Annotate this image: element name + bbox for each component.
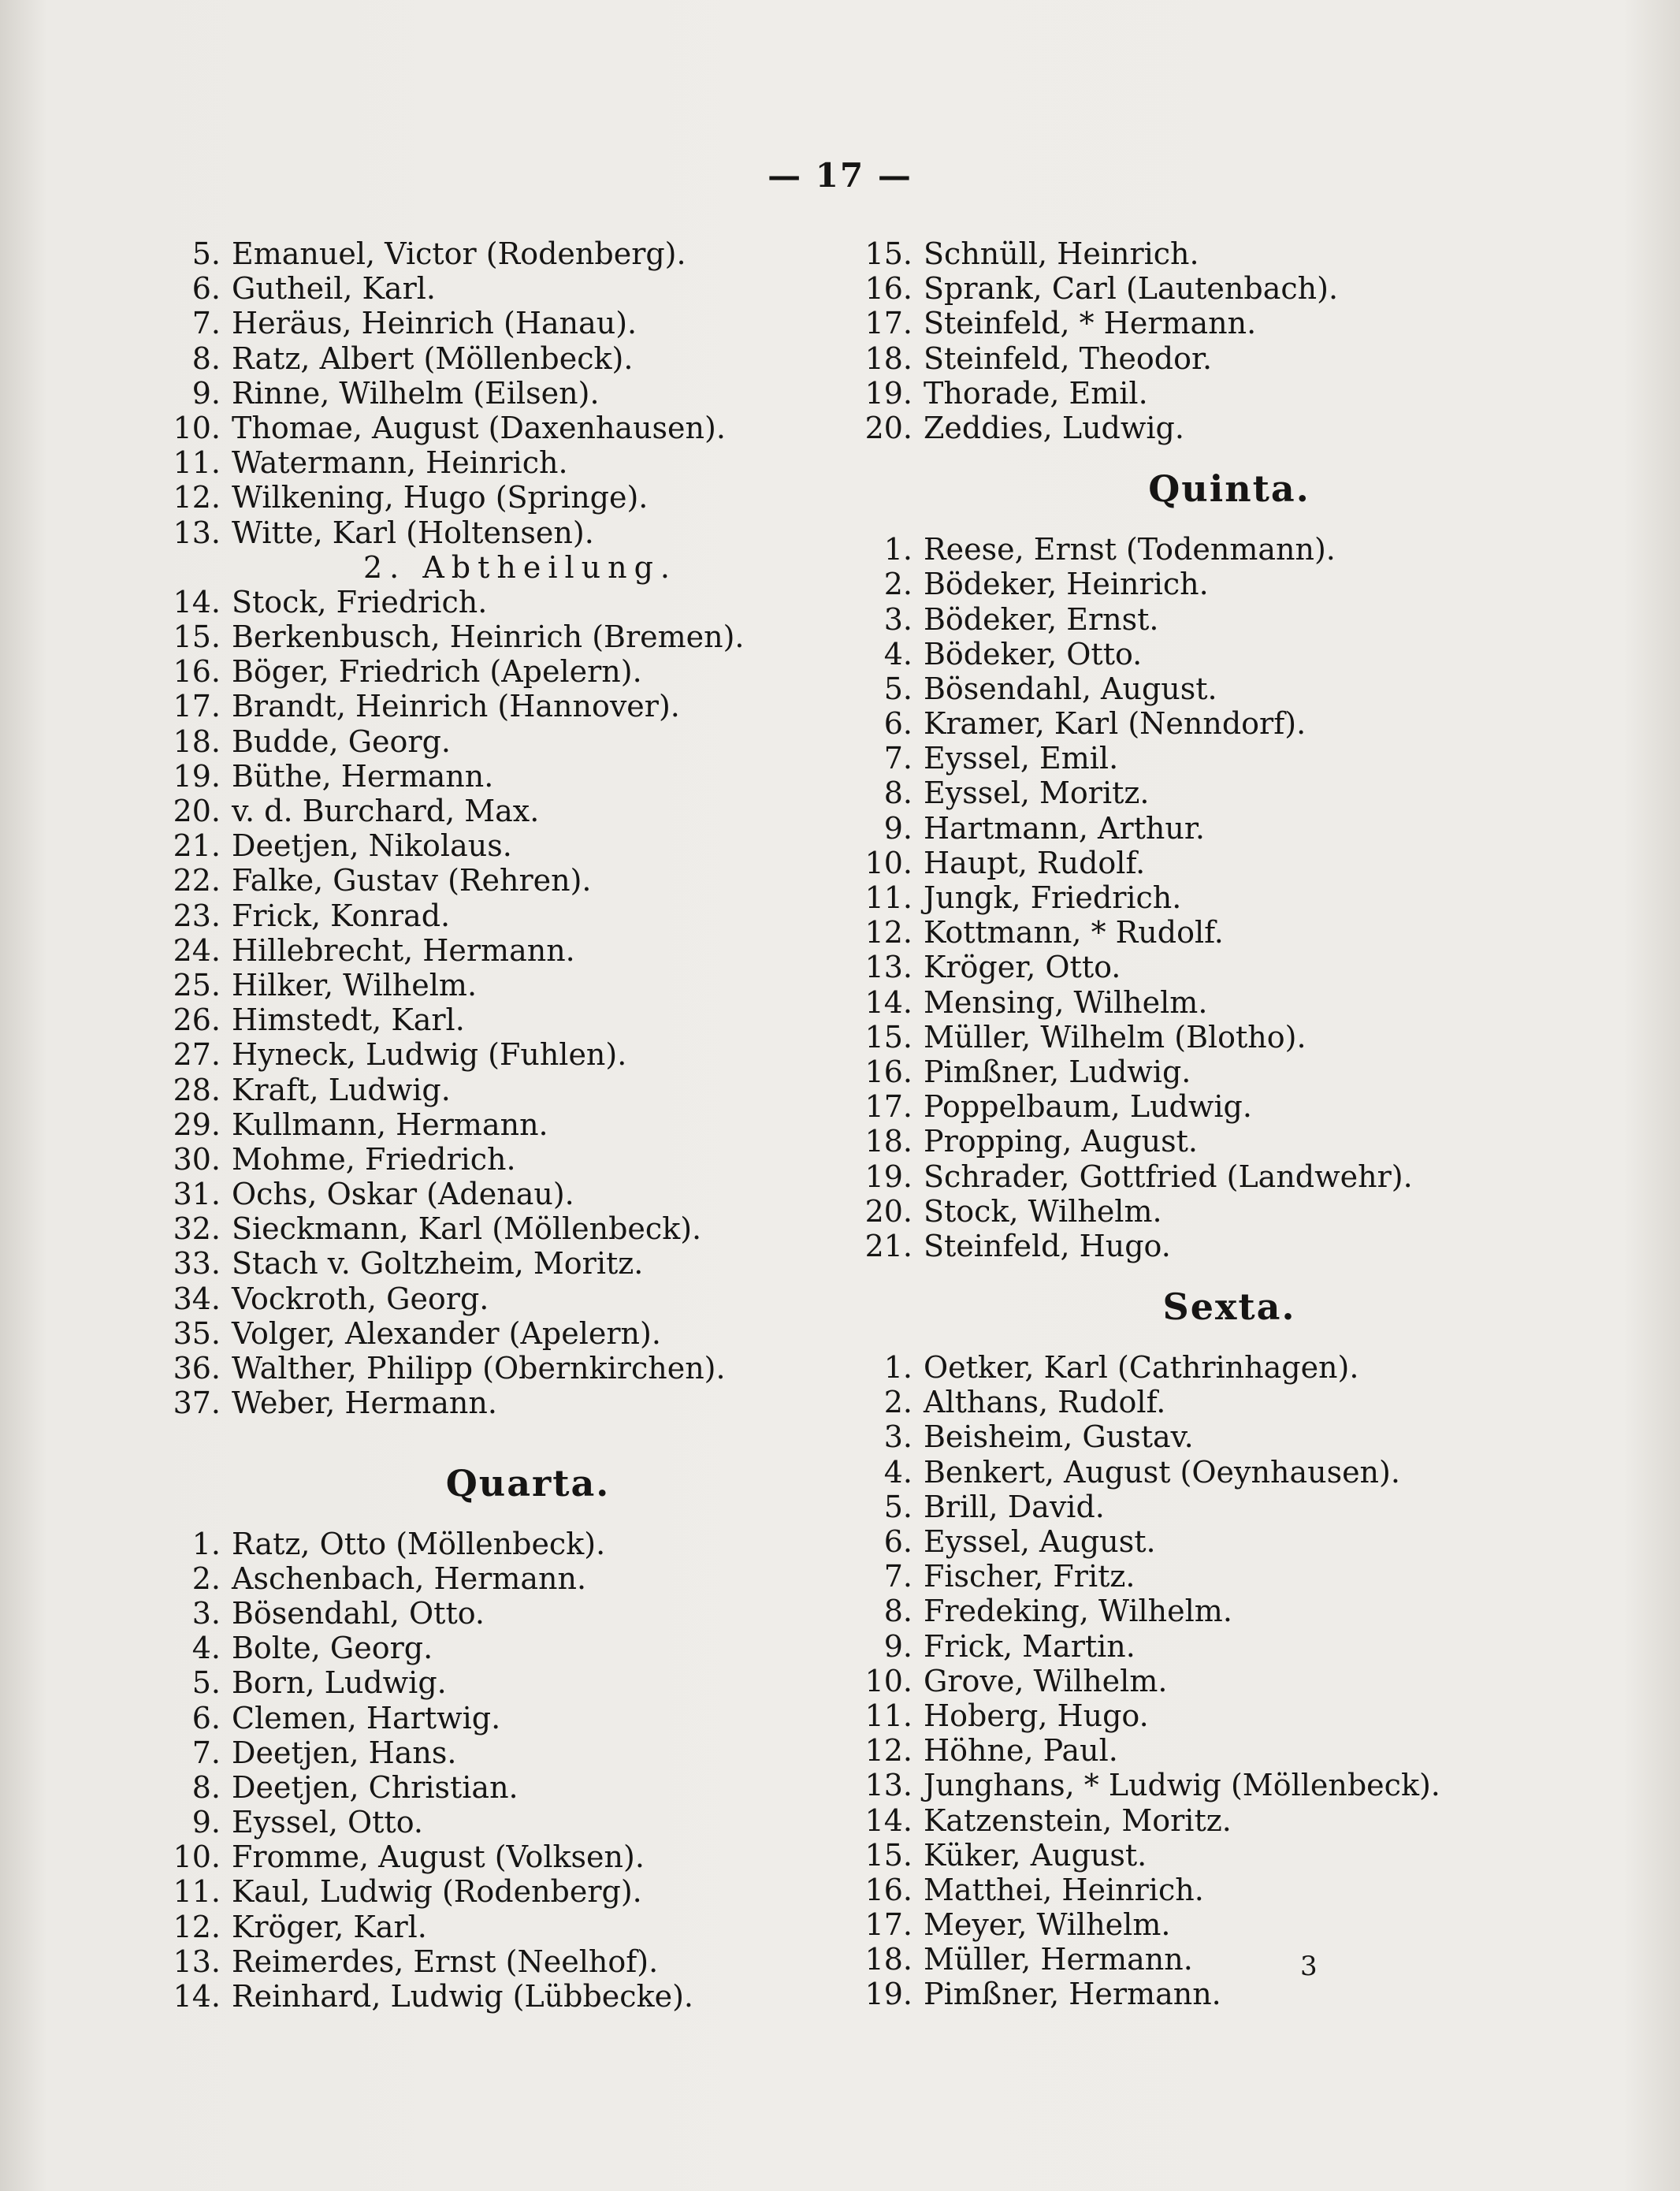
entry-name: Schrader, Gottfried (Landwehr). xyxy=(924,1159,1413,1194)
entry-number: 18. xyxy=(864,340,912,376)
entry-name: Emanuel, Victor (Rodenberg). xyxy=(232,236,686,271)
entry-number: 12. xyxy=(864,915,912,950)
entry-name: Fromme, August (Volksen). xyxy=(232,1839,645,1875)
section-gap xyxy=(859,1263,1568,1279)
entry-name: Kottmann, * Rudolf. xyxy=(924,915,1224,950)
list-item xyxy=(859,1385,1568,1419)
section-gap xyxy=(859,445,1568,461)
entry-number: 16. xyxy=(864,1054,912,1089)
entry-name: Fredeking, Wilhelm. xyxy=(924,1594,1232,1629)
entry-number: 15. xyxy=(864,236,912,271)
entry-number: 10. xyxy=(864,845,912,880)
entry-number: 3. xyxy=(883,601,912,637)
entry-number: 36. xyxy=(173,1351,221,1386)
list-entries-b xyxy=(158,585,851,1421)
list-item xyxy=(859,341,1568,376)
entry-number: 18. xyxy=(864,1942,912,1977)
list-item xyxy=(859,1559,1568,1594)
entry-number: 1. xyxy=(883,1350,912,1386)
entry-number: 17. xyxy=(864,1907,912,1943)
list-item xyxy=(158,1246,851,1281)
list-item xyxy=(158,1316,851,1351)
entry-number: 7. xyxy=(191,1735,221,1770)
list-item xyxy=(158,1596,851,1631)
entry-name: Benkert, August (Oeynhausen). xyxy=(924,1454,1400,1490)
entry-number: 37. xyxy=(173,1386,221,1421)
list-item xyxy=(859,1055,1568,1089)
list-item xyxy=(859,1524,1568,1559)
signature-mark: 3 xyxy=(1300,1951,1318,1982)
entry-number: 13. xyxy=(173,1944,221,1979)
entry-name: Rinne, Wilhelm (Eilsen). xyxy=(232,375,600,411)
entry-number: 11. xyxy=(864,880,912,915)
list-item xyxy=(859,1733,1568,1768)
entry-number: 9. xyxy=(883,1628,912,1664)
entry-number: 35. xyxy=(173,1315,221,1351)
entry-number: 12. xyxy=(864,1733,912,1769)
entry-number: 7. xyxy=(883,741,912,776)
list-item xyxy=(158,1281,851,1316)
entry-name: Kramer, Karl (Nenndorf). xyxy=(924,706,1306,742)
entry-name: Propping, August. xyxy=(924,1124,1198,1159)
entry-number: 6. xyxy=(883,706,912,742)
list-item xyxy=(859,1350,1568,1385)
entry-name: Heräus, Heinrich (Hanau). xyxy=(232,306,637,341)
list-item xyxy=(859,880,1568,915)
entry-name: Himstedt, Karl. xyxy=(232,1003,465,1038)
entry-number: 22. xyxy=(173,863,221,898)
list-item xyxy=(158,1839,851,1874)
list-item xyxy=(859,271,1568,306)
list-item xyxy=(859,1629,1568,1664)
entry-name: Steinfeld, Hugo. xyxy=(924,1228,1171,1263)
entry-name: Meyer, Wilhelm. xyxy=(924,1907,1171,1943)
entry-number: 19. xyxy=(864,375,912,411)
entry-number: 3. xyxy=(191,1595,221,1631)
entry-number: 25. xyxy=(173,967,221,1003)
entry-number: 13. xyxy=(864,1768,912,1803)
entry-number: 29. xyxy=(173,1107,221,1142)
entry-name: Althans, Rudolf. xyxy=(924,1385,1166,1420)
entry-name: Deetjen, Nikolaus. xyxy=(232,828,512,864)
list-item xyxy=(158,1003,851,1037)
list-item xyxy=(158,1037,851,1072)
entry-name: Steinfeld, Theodor. xyxy=(924,340,1213,376)
entry-name: Mohme, Friedrich. xyxy=(232,1141,516,1177)
list-item xyxy=(158,654,851,689)
entry-name: Steinfeld, * Hermann. xyxy=(924,306,1257,341)
list-item xyxy=(859,1490,1568,1524)
entry-name: Hoberg, Hugo. xyxy=(924,1698,1149,1733)
entry-number: 5. xyxy=(191,236,221,271)
entry-number: 28. xyxy=(173,1072,221,1107)
entry-number: 23. xyxy=(173,898,221,933)
list-item xyxy=(158,445,851,480)
entry-name: Bösendahl, Otto. xyxy=(232,1595,485,1631)
entry-number: 13. xyxy=(864,950,912,985)
entry-number: 7. xyxy=(191,306,221,341)
entry-number: 21. xyxy=(173,828,221,864)
entry-name: Kaul, Ludwig (Rodenberg). xyxy=(232,1874,642,1910)
entry-name: Böger, Friedrich (Apelern). xyxy=(232,654,642,690)
entry-number: 5. xyxy=(883,671,912,706)
entry-number: 15. xyxy=(173,619,221,655)
entry-name: Weber, Hermann. xyxy=(232,1386,497,1421)
entry-name: Reinhard, Ludwig (Lübbecke). xyxy=(232,1979,693,2014)
list-item xyxy=(859,706,1568,741)
list-item xyxy=(859,306,1568,340)
list-item xyxy=(859,950,1568,984)
quinta-list xyxy=(859,532,1568,1263)
list-item xyxy=(158,1211,851,1246)
list-item xyxy=(158,1351,851,1386)
entry-name: Jungk, Friedrich. xyxy=(924,880,1182,915)
list-item xyxy=(158,689,851,724)
list-item xyxy=(859,1229,1568,1263)
list-item xyxy=(158,585,851,619)
entry-name: Reese, Ernst (Todenmann). xyxy=(924,532,1336,567)
entry-name: Zeddies, Ludwig. xyxy=(924,410,1184,445)
entry-number: 12. xyxy=(173,480,221,515)
entry-name: Stach v. Goltzheim, Moritz. xyxy=(232,1246,644,1281)
entry-number: 14. xyxy=(864,984,912,1020)
list-item xyxy=(859,1803,1568,1838)
entry-name: Witte, Karl (Holtensen). xyxy=(232,515,594,550)
entry-name: Born, Ludwig. xyxy=(232,1665,447,1701)
entry-number: 8. xyxy=(883,776,912,811)
quarta-title: Quarta. xyxy=(445,1461,611,1505)
entry-name: Eyssel, August. xyxy=(924,1524,1156,1559)
list-item xyxy=(158,863,851,898)
entry-number: 19. xyxy=(173,758,221,794)
entry-name: Reimerdes, Ernst (Neelhof). xyxy=(232,1944,659,1979)
entry-number: 19. xyxy=(864,1977,912,2012)
entry-name: Budde, Georg. xyxy=(232,724,451,759)
list-item xyxy=(859,1698,1568,1733)
list-item xyxy=(158,1073,851,1107)
section-gap xyxy=(158,1511,851,1527)
entry-number: 32. xyxy=(173,1211,221,1247)
entry-name: Küker, August. xyxy=(924,1837,1147,1873)
entry-number: 26. xyxy=(173,1003,221,1038)
entry-number: 30. xyxy=(173,1141,221,1177)
list-item xyxy=(859,1455,1568,1490)
entry-number: 20. xyxy=(864,410,912,445)
entry-name: Falke, Gustav (Rehren). xyxy=(232,863,592,898)
entry-number: 17. xyxy=(864,306,912,341)
sexta-list xyxy=(859,1350,1568,2012)
list-item xyxy=(859,411,1568,445)
list-item xyxy=(859,376,1568,411)
entry-name: Junghans, * Ludwig (Möllenbeck). xyxy=(924,1768,1440,1803)
entry-number: 15. xyxy=(864,1019,912,1055)
entry-name: Grove, Wilhelm. xyxy=(924,1663,1168,1698)
entry-name: Eyssel, Otto. xyxy=(232,1805,423,1840)
entry-name: Thomae, August (Daxenhausen). xyxy=(232,410,726,445)
entry-number: 8. xyxy=(883,1594,912,1629)
entry-name: Matthei, Heinrich. xyxy=(924,1872,1204,1907)
entry-name: Müller, Hermann. xyxy=(924,1942,1193,1977)
list-item xyxy=(158,1979,851,2014)
entry-number: 4. xyxy=(883,1454,912,1490)
list-item xyxy=(859,602,1568,637)
entry-number: 20. xyxy=(864,1193,912,1229)
list-item xyxy=(158,411,851,445)
entry-number: 16. xyxy=(173,654,221,690)
entry-name: Stock, Friedrich. xyxy=(232,584,488,619)
entry-number: 4. xyxy=(883,636,912,671)
entry-number: 5. xyxy=(191,1665,221,1701)
entry-number: 20. xyxy=(173,794,221,828)
entry-number: 18. xyxy=(864,1124,912,1159)
entry-number: 34. xyxy=(173,1281,221,1316)
section-gap xyxy=(859,516,1568,532)
entry-name: Berkenbusch, Heinrich (Bremen). xyxy=(232,619,745,655)
list-item xyxy=(158,271,851,306)
entry-number: 8. xyxy=(191,1769,221,1805)
list-item xyxy=(158,1770,851,1805)
entry-name: Ratz, Albert (Möllenbeck). xyxy=(232,340,634,376)
list-item xyxy=(859,1124,1568,1159)
entry-name: Aschenbach, Hermann. xyxy=(232,1560,587,1596)
list-item xyxy=(158,1735,851,1770)
entry-name: Eyssel, Moritz. xyxy=(924,776,1150,811)
list-item xyxy=(859,1838,1568,1873)
list-item xyxy=(158,619,851,654)
entry-number: 1. xyxy=(883,532,912,567)
entry-number: 4. xyxy=(191,1631,221,1666)
entry-number: 16. xyxy=(864,1872,912,1907)
list-item xyxy=(859,1873,1568,1907)
entry-number: 5. xyxy=(883,1489,912,1524)
entry-number: 21. xyxy=(864,1228,912,1263)
entry-name: Eyssel, Emil. xyxy=(924,741,1119,776)
entry-name: Walther, Philipp (Obernkirchen). xyxy=(232,1351,726,1386)
entry-number: 10. xyxy=(864,1663,912,1698)
entry-number: 11. xyxy=(173,445,221,481)
entry-name: Haupt, Rudolf. xyxy=(924,845,1146,880)
list-item xyxy=(158,1944,851,1979)
entry-number: 24. xyxy=(173,932,221,968)
list-item xyxy=(158,1910,851,1944)
entry-name: Vockroth, Georg. xyxy=(232,1281,489,1316)
entry-number: 14. xyxy=(864,1802,912,1838)
list-item xyxy=(859,671,1568,706)
entry-name: Kullmann, Hermann. xyxy=(232,1107,548,1142)
list-item xyxy=(859,776,1568,810)
list-item xyxy=(158,968,851,1003)
entry-number: 1. xyxy=(191,1526,221,1561)
list-item xyxy=(859,567,1568,601)
list-item xyxy=(859,1020,1568,1055)
right-column xyxy=(859,236,1568,2012)
list-item xyxy=(158,794,851,828)
entry-name: Frick, Konrad. xyxy=(232,898,451,933)
entry-name: Bolte, Georg. xyxy=(232,1631,433,1666)
entry-number: 6. xyxy=(191,271,221,307)
entry-number: 6. xyxy=(191,1700,221,1735)
list-item xyxy=(158,1142,851,1177)
left-column xyxy=(158,236,851,2014)
entry-number: 17. xyxy=(864,1089,912,1125)
entry-name: Hartmann, Arthur. xyxy=(924,810,1205,846)
entry-name: Kröger, Karl. xyxy=(232,1909,427,1944)
entry-name: Bödeker, Otto. xyxy=(924,636,1143,671)
entry-name: Büthe, Hermann. xyxy=(232,758,494,794)
entry-number: 18. xyxy=(173,724,221,759)
entry-number: 31. xyxy=(173,1177,221,1212)
entry-name: Ochs, Oskar (Adenau). xyxy=(232,1177,574,1212)
entry-name: Hilker, Wilhelm. xyxy=(232,967,478,1003)
entry-name: Clemen, Hartwig. xyxy=(232,1700,501,1735)
entry-number: 7. xyxy=(883,1559,912,1594)
list-item xyxy=(859,915,1568,950)
list-item xyxy=(158,759,851,794)
list-entries-a xyxy=(859,236,1568,445)
list-item xyxy=(859,1907,1568,1942)
entry-name: v. d. Burchard, Max. xyxy=(232,794,540,828)
entry-number: 11. xyxy=(173,1874,221,1910)
entry-name: Volger, Alexander (Apelern). xyxy=(232,1315,661,1351)
list-entries-a xyxy=(158,236,851,550)
list-item xyxy=(859,1664,1568,1698)
list-item xyxy=(158,724,851,759)
page-number: — 17 — xyxy=(768,156,912,195)
entry-name: Frick, Martin. xyxy=(924,1628,1135,1664)
entry-name: Brill, David. xyxy=(924,1489,1105,1524)
entry-name: Ratz, Otto (Möllenbeck). xyxy=(232,1526,606,1561)
entry-number: 8. xyxy=(191,340,221,376)
sexta-title: Sexta. xyxy=(1162,1285,1296,1329)
list-item xyxy=(859,532,1568,567)
list-item xyxy=(859,1194,1568,1229)
list-item xyxy=(158,1701,851,1735)
list-item xyxy=(859,1159,1568,1194)
list-item xyxy=(859,985,1568,1020)
entry-name: Wilkening, Hugo (Springe). xyxy=(232,480,649,515)
list-item xyxy=(859,846,1568,880)
entry-number: 10. xyxy=(173,410,221,445)
list-item xyxy=(158,306,851,340)
entry-name: Pimßner, Hermann. xyxy=(924,1977,1221,2012)
list-item xyxy=(859,1089,1568,1124)
entry-name: Stock, Wilhelm. xyxy=(924,1193,1162,1229)
list-item xyxy=(158,341,851,376)
section-gap xyxy=(859,1334,1568,1350)
entry-name: Brandt, Heinrich (Hannover). xyxy=(232,689,680,724)
entry-name: Gutheil, Karl. xyxy=(232,271,436,307)
list-item xyxy=(158,1805,851,1839)
list-item xyxy=(859,637,1568,671)
list-item xyxy=(158,1177,851,1211)
entry-name: Hyneck, Ludwig (Fuhlen). xyxy=(232,1037,627,1073)
entry-number: 33. xyxy=(173,1246,221,1281)
entry-number: 14. xyxy=(173,584,221,619)
entry-name: Höhne, Paul. xyxy=(924,1733,1118,1769)
entry-name: Poppelbaum, Ludwig. xyxy=(924,1089,1252,1125)
list-item xyxy=(158,1386,851,1420)
entry-number: 15. xyxy=(864,1837,912,1873)
list-item xyxy=(859,1419,1568,1454)
entry-name: Pimßner, Ludwig. xyxy=(924,1054,1191,1089)
entry-name: Sprank, Carl (Lautenbach). xyxy=(924,271,1339,307)
entry-name: Katzenstein, Moritz. xyxy=(924,1802,1232,1838)
list-item xyxy=(859,1942,1568,1977)
list-item xyxy=(158,1527,851,1561)
list-item xyxy=(158,515,851,550)
entry-name: Beisheim, Gustav. xyxy=(924,1419,1194,1455)
list-item xyxy=(859,741,1568,776)
entry-name: Kröger, Otto. xyxy=(924,950,1121,985)
entry-name: Kraft, Ludwig. xyxy=(232,1072,451,1107)
list-item xyxy=(158,1561,851,1596)
list-item xyxy=(859,1768,1568,1802)
entry-name: Oetker, Karl (Cathrinhagen). xyxy=(924,1350,1359,1386)
entry-number: 2. xyxy=(191,1560,221,1596)
quinta-title: Quinta. xyxy=(1148,467,1310,511)
entry-number: 19. xyxy=(864,1159,912,1194)
list-item xyxy=(859,1594,1568,1628)
list-item xyxy=(859,1977,1568,2011)
entry-name: Bödeker, Heinrich. xyxy=(924,567,1209,602)
entry-number: 9. xyxy=(191,375,221,411)
quarta-list xyxy=(158,1527,851,2014)
entry-number: 2. xyxy=(883,1385,912,1420)
entry-number: 16. xyxy=(864,271,912,307)
entry-number: 12. xyxy=(173,1909,221,1944)
list-item xyxy=(158,1665,851,1700)
list-item xyxy=(158,236,851,271)
entry-number: 17. xyxy=(173,689,221,724)
list-item xyxy=(158,828,851,863)
entry-number: 9. xyxy=(191,1805,221,1840)
entry-name: Watermann, Heinrich. xyxy=(232,445,568,481)
entry-number: 10. xyxy=(173,1839,221,1875)
entry-number: 13. xyxy=(173,515,221,550)
entry-number: 6. xyxy=(883,1524,912,1559)
list-item xyxy=(158,1107,851,1142)
list-item xyxy=(158,1631,851,1665)
entry-name: Fischer, Fritz. xyxy=(924,1559,1135,1594)
entry-name: Müller, Wilhelm (Blotho). xyxy=(924,1019,1306,1055)
entry-name: Deetjen, Hans. xyxy=(232,1735,457,1770)
entry-name: Sieckmann, Karl (Möllenbeck). xyxy=(232,1211,702,1247)
list-item xyxy=(158,933,851,968)
list-item xyxy=(158,480,851,515)
list-item xyxy=(859,236,1568,271)
entry-name: Bösendahl, August. xyxy=(924,671,1217,706)
entry-number: 9. xyxy=(883,810,912,846)
entry-number: 11. xyxy=(864,1698,912,1733)
entry-number: 3. xyxy=(883,1419,912,1455)
entry-number: 27. xyxy=(173,1037,221,1073)
list-item xyxy=(158,898,851,933)
abtheilung-heading: 2. Abtheilung. xyxy=(363,549,677,585)
list-item xyxy=(158,376,851,411)
list-item xyxy=(859,811,1568,846)
entry-name: Schnüll, Heinrich. xyxy=(924,236,1199,271)
entry-number: 14. xyxy=(173,1979,221,2014)
entry-name: Mensing, Wilhelm. xyxy=(924,984,1208,1020)
list-item xyxy=(158,1874,851,1909)
entry-name: Hillebrecht, Hermann. xyxy=(232,932,575,968)
section-gap xyxy=(158,1420,851,1455)
entry-name: Deetjen, Christian. xyxy=(232,1769,518,1805)
entry-name: Thorade, Emil. xyxy=(924,375,1148,411)
entry-name: Bödeker, Ernst. xyxy=(924,601,1159,637)
entry-number: 2. xyxy=(883,567,912,602)
